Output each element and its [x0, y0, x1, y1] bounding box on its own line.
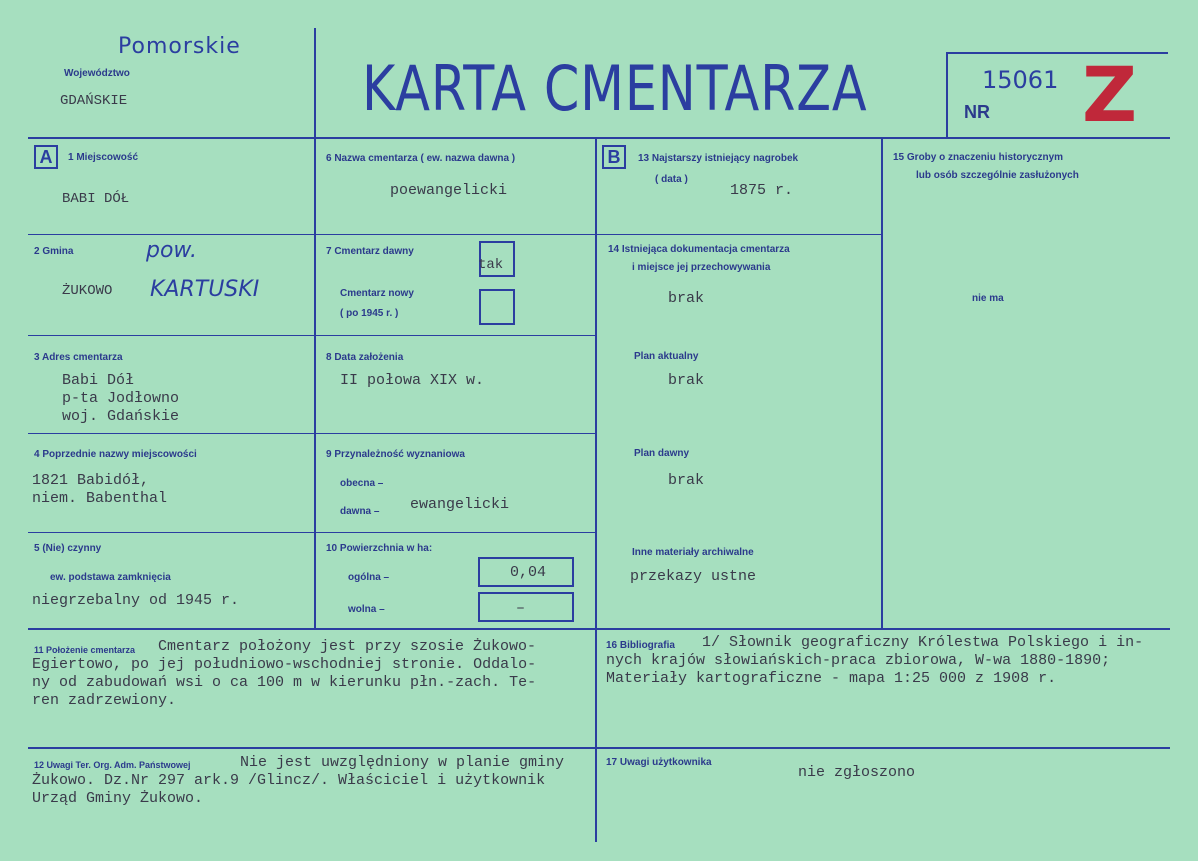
field11-label: 11 Położenie cmentarza	[34, 645, 136, 655]
nr-label: NR	[964, 102, 990, 122]
field9-label: 9 Przynależność wyznaniowa	[326, 449, 465, 460]
divider-v2	[595, 137, 597, 842]
field14-sublabel: i miejsce jej przechowywania	[632, 262, 771, 273]
field12-label: 12 Uwagi Ter. Org. Adm. Państwowej	[34, 760, 191, 770]
field4-value: 1821 Babidół, niem. Babenthal	[32, 472, 168, 507]
divider-v1	[314, 28, 316, 628]
field9-dawna-label: dawna –	[340, 506, 380, 517]
field16-value: 1/ Słownik geograficzny Królestwa Polskiego i in- nych krajów słowiańskich-praca zbiorowa, W-wa 1880-1890; Materiały kartograficzne - mapa 1:25 000 z 1908 r.	[606, 634, 1144, 687]
field7-label: 7 Cmentarz dawny	[326, 246, 414, 257]
field11-value: Cmentarz położony jest przy szosie Żukowo- Egiertowo, po jej południowo-wschodniej stronie. Oddalo- ny od zabudowań wsi o ca 100 m w kierunku płn.-zach. Te- ren zadrzewiony.	[32, 638, 537, 709]
field3-value: Babi Dół p-ta Jodłowno woj. Gdańskie	[62, 372, 180, 425]
nr-handwritten-number: 15061	[982, 66, 1059, 94]
field14-label: 14 Istniejąca dokumentacja cmentarza	[608, 244, 790, 255]
field2-label: 2 Gmina	[34, 246, 74, 257]
field1-value: BABI DÓŁ	[62, 191, 130, 207]
field1-label: 1 Miejscowość	[68, 152, 139, 163]
field10-ogolna-value: 0,04	[510, 564, 547, 581]
nr-letter: Z	[1082, 50, 1138, 139]
field9-obecna-label: obecna –	[340, 478, 384, 489]
field3-label: 3 Adres cmentarza	[34, 352, 123, 363]
field4-label: 4 Poprzednie nazwy miejscowości	[34, 449, 197, 460]
field12-value: Nie jest uwzględniony w planie gminy Żukowo. Dz.Nr 297 ark.9 /Glincz/. Właściciel i użytkownik Urząd Gminy Żukowo.	[32, 754, 565, 807]
field5-sublabel: ew. podstawa zamknięcia	[50, 572, 171, 583]
plan-dawny-label: Plan dawny	[634, 448, 690, 459]
nr-box-left	[946, 52, 948, 138]
plan-aktualny-label: Plan aktualny	[634, 351, 699, 362]
field7b-sublabel: ( po 1945 r. )	[340, 308, 399, 319]
plan-aktualny-value: brak	[668, 372, 705, 389]
field15-label: 15 Groby o znaczeniu historycznym	[893, 152, 1064, 163]
field9-value: ewangelicki	[410, 496, 510, 513]
field15-value: nie ma	[972, 293, 1004, 304]
section-a-letter: A	[34, 145, 58, 169]
divider-a1	[28, 234, 596, 235]
field5-value: niegrzebalny od 1945 r.	[32, 592, 240, 609]
divider-v3	[881, 137, 883, 629]
divider-a2	[28, 335, 596, 336]
field15-sublabel: lub osób szczególnie zasłużonych	[916, 170, 1079, 181]
card-title: KARTA CMENTARZA	[362, 52, 868, 125]
section-b-letter: B	[602, 145, 626, 169]
field6-label: 6 Nazwa cmentarza ( ew. nazwa dawna )	[326, 153, 516, 164]
field13-value: 1875 r.	[730, 182, 794, 199]
divider-b1	[596, 234, 882, 235]
field2-handwritten-kartuski: KARTUSKI	[150, 277, 260, 302]
wojewodztwo-value: GDAŃSKIE	[60, 93, 128, 109]
checkbox-cmentarz-dawny-value: tak	[478, 257, 504, 273]
divider-a4	[28, 532, 596, 533]
field13-sublabel: ( data )	[655, 174, 688, 185]
field6-value: poewangelicki	[390, 182, 508, 199]
field2-handwritten-pow: pow.	[146, 238, 198, 263]
divider-a3	[28, 433, 596, 434]
field8-value: II połowa XIX w.	[340, 372, 485, 389]
divider-bottom2	[28, 747, 1170, 749]
field10-ogolna-label: ogólna –	[348, 572, 390, 583]
inne-materialy-value: przekazy ustne	[630, 568, 757, 585]
field2-value: ŻUKOWO	[62, 283, 113, 299]
field10-wolna-label: wolna –	[348, 604, 385, 615]
field7b-label: Cmentarz nowy	[340, 288, 414, 299]
checkbox-cmentarz-nowy[interactable]	[479, 289, 515, 325]
field5-label: 5 (Nie) czynny	[34, 543, 102, 554]
field10-wolna-value: –	[516, 600, 526, 617]
field14-value: brak	[668, 290, 705, 307]
field10-wolna-box[interactable]	[478, 592, 574, 622]
field13-label: 13 Najstarszy istniejący nagrobek	[638, 153, 799, 164]
field17-value: nie zgłoszono	[798, 764, 916, 781]
plan-dawny-value: brak	[668, 472, 705, 489]
wojewodztwo-label: Województwo	[64, 68, 130, 79]
inne-materialy-label: Inne materiały archiwalne	[632, 547, 754, 558]
divider-header	[28, 137, 1170, 139]
divider-bottom1	[28, 628, 1170, 630]
field8-label: 8 Data założenia	[326, 352, 404, 363]
field17-label: 17 Uwagi użytkownika	[606, 757, 712, 768]
region-name: Pomorskie	[118, 34, 241, 59]
field10-label: 10 Powierzchnia w ha:	[326, 543, 433, 554]
field16-label: 16 Bibliografia	[606, 640, 675, 651]
